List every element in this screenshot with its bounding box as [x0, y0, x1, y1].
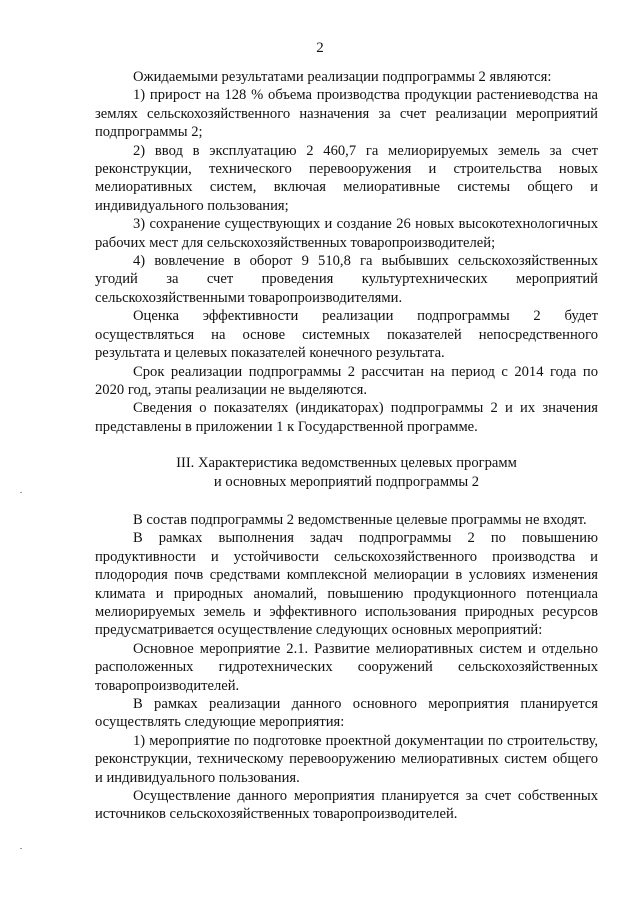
paragraph: 2) ввод в эксплуатацию 2 460,7 га мелиорируемых земель за счет реконструкции, технического перевооружения и строительства новых мелиоративных систем, включая мелиоративные системы общего и индивидуального пользования; [95, 142, 598, 214]
paragraph: Срок реализации подпрограммы 2 рассчитан на период с 2014 года по 2020 год, этапы реализации не выделяются. [95, 363, 598, 398]
paragraph: Осуществление данного мероприятия планируется за счет собственных источников сельскохозяйственных товаропроизводителей. [95, 788, 598, 823]
paragraph: Ожидаемыми результатами реализации подпрограммы 2 являются: [133, 69, 552, 85]
section-heading-line-2: и основных мероприятий подпрограммы 2 [213, 473, 480, 490]
paragraph: В рамках выполнения задач подпрограммы 2 по повышению продуктивности и устойчивости сельскохозяйственного производства и плодородия почв средствами комплексной мелиорации в условиях изменения климата и природных аномалий, повышению продукционного потенциала мелиорируемых земель и эффективного использования природных ресурсов предусматривается осуществление следующих основных мероприятий: [95, 530, 598, 639]
paragraph: В состав подпрограммы 2 ведомственные целевые программы не входят. [133, 511, 587, 528]
paragraph: 1) мероприятие по подготовке проектной документации по строительству, реконструкции, техническому перевооружению мелиоративных систем общего и индивидуального пользования. [95, 732, 598, 786]
document-body [95, 68, 598, 824]
paragraph: Оценка эффективности реализации подпрограммы 2 будет осуществляться на основе системных показателей непосредственного результата и целевых показателей конечного результата. [95, 308, 598, 362]
paragraph: 1) прирост на 128 % объема производства продукции растениеводства на землях сельскохозяйственного назначения за счет реализации мероприятий подпрограммы 2; [95, 87, 598, 141]
page-number: 2 [316, 40, 324, 56]
margin-mark [20, 848, 22, 849]
margin-mark [20, 492, 22, 493]
section-heading-line-1: III. Характеристика ведомственных целевых программ [176, 455, 517, 472]
paragraph: Сведения о показателях (индикаторах) подпрограммы 2 и их значения представлены в приложении 1 к Государственной программе. [95, 400, 598, 435]
paragraph: 3) сохранение существующих и создание 26 новых высокотехнологичных рабочих мест для сельскохозяйственных товаропроизводителей; [95, 216, 598, 251]
paragraph: 4) вовлечение в оборот 9 510,8 га выбывших сельскохозяйственных угодий за счет проведения культуртехнических мероприятий сельскохозяйственными товаропроизводителями. [95, 253, 598, 306]
paragraph: Основное мероприятие 2.1. Развитие мелиоративных систем и отдельно расположенных гидротехнических сооружений сельскохозяйственных товаропроизводителей. [95, 640, 598, 694]
paragraph: В рамках реализации данного основного мероприятия планируется осуществлять следующие мероприятия: [95, 696, 598, 731]
